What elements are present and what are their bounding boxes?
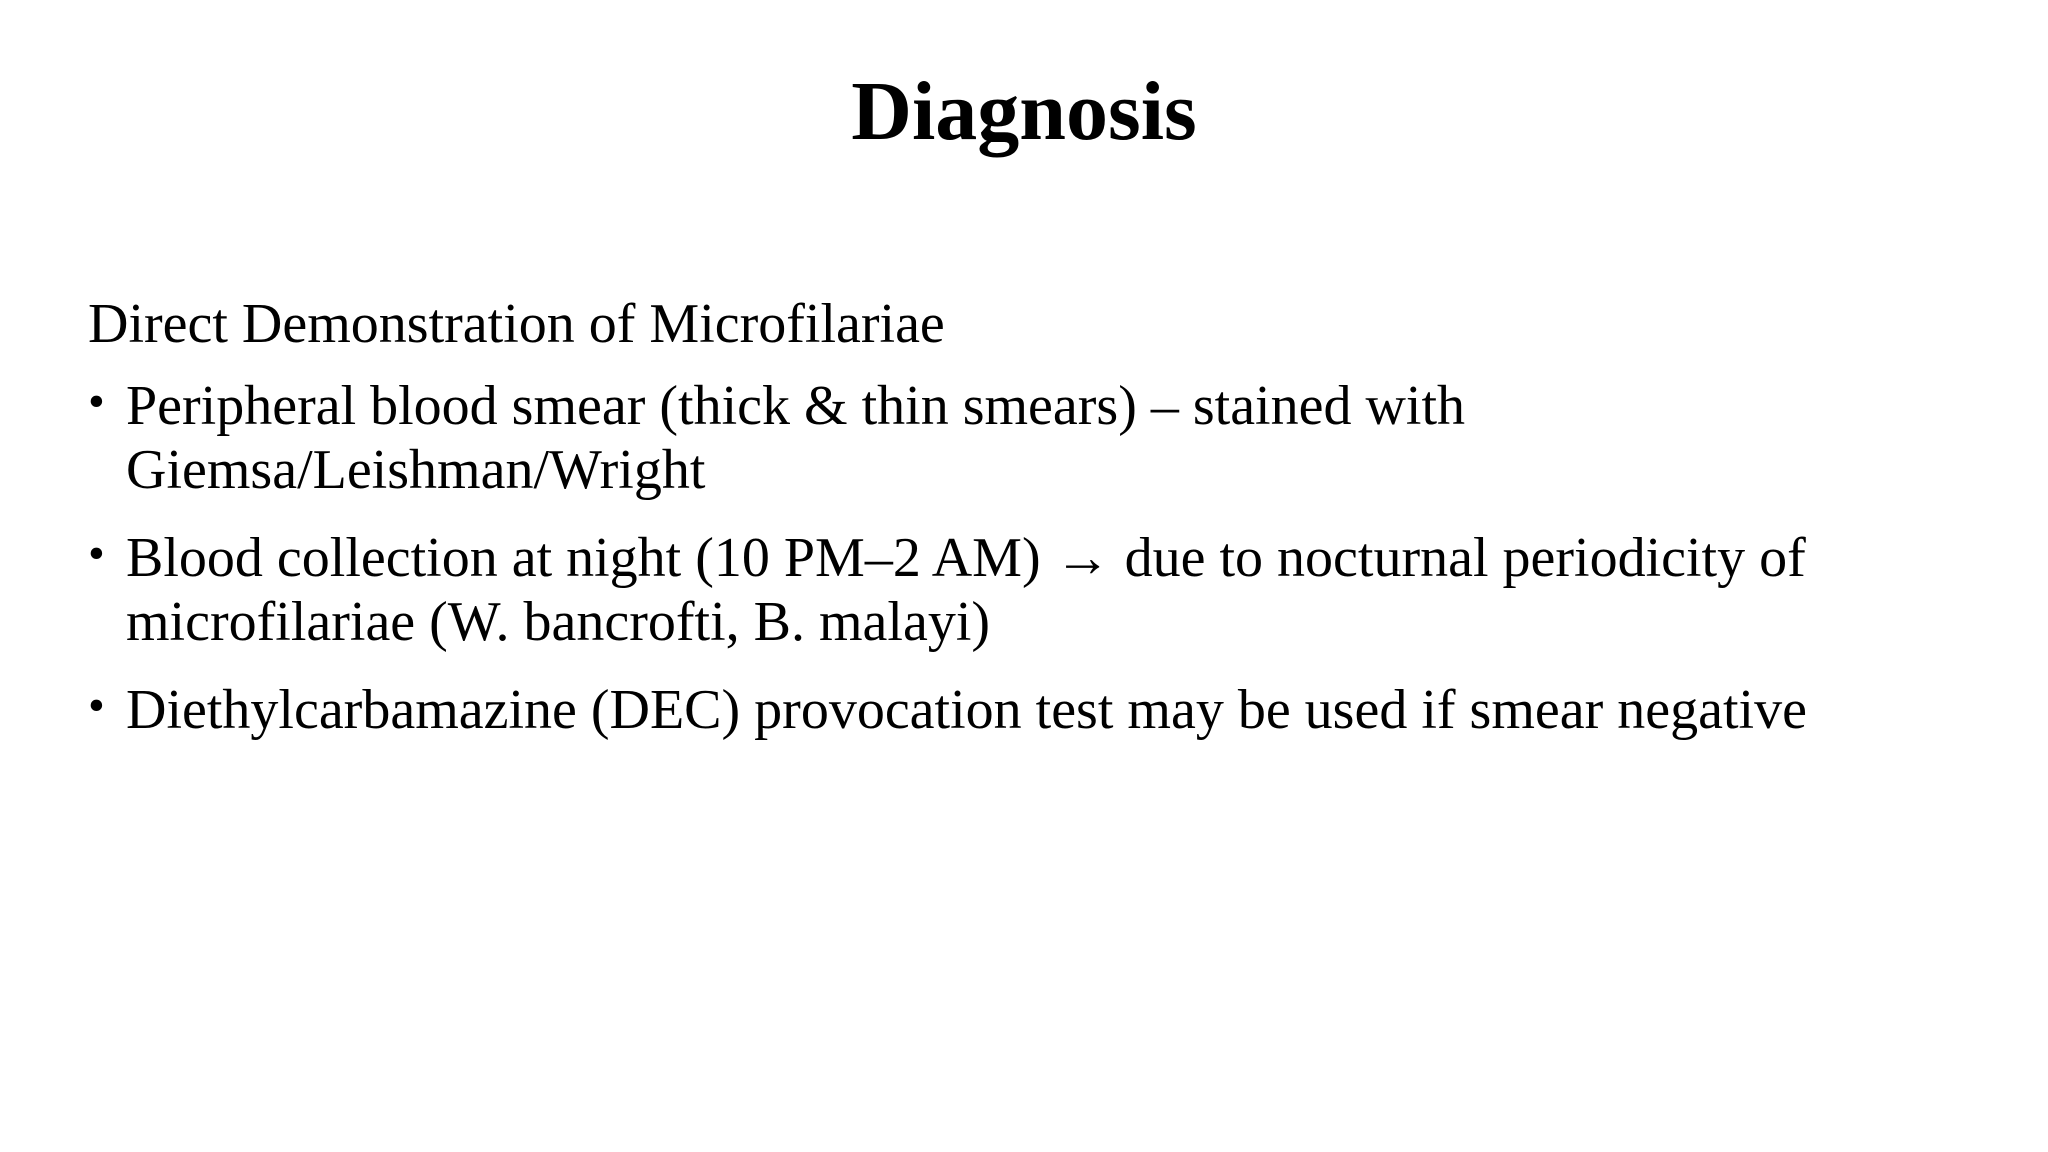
slide-content	[88, 292, 1988, 766]
bullet-text: Diethylcarbamazine (DEC) provocation test may be used if smear negative	[126, 679, 1807, 741]
bullet-list	[88, 374, 1988, 742]
bullet-item	[88, 374, 1988, 502]
bullet-item	[88, 526, 1988, 654]
section-subheading: Direct Demonstration of Microfilariae	[88, 293, 945, 355]
bullet-icon: •	[88, 679, 105, 732]
bullet-item	[88, 678, 1988, 742]
bullet-text: Blood collection at night (10 PM–2 AM) → due to nocturnal periodicity of microfilariae (W. bancrofti, B. malayi)	[126, 527, 1806, 653]
bullet-icon: •	[88, 527, 105, 580]
bullet-text: Peripheral blood smear (thick & thin smears) – stained with Giemsa/Leishman/Wright	[126, 375, 1466, 501]
slide-title: Diagnosis	[851, 65, 1197, 158]
bullet-icon: •	[88, 375, 105, 428]
